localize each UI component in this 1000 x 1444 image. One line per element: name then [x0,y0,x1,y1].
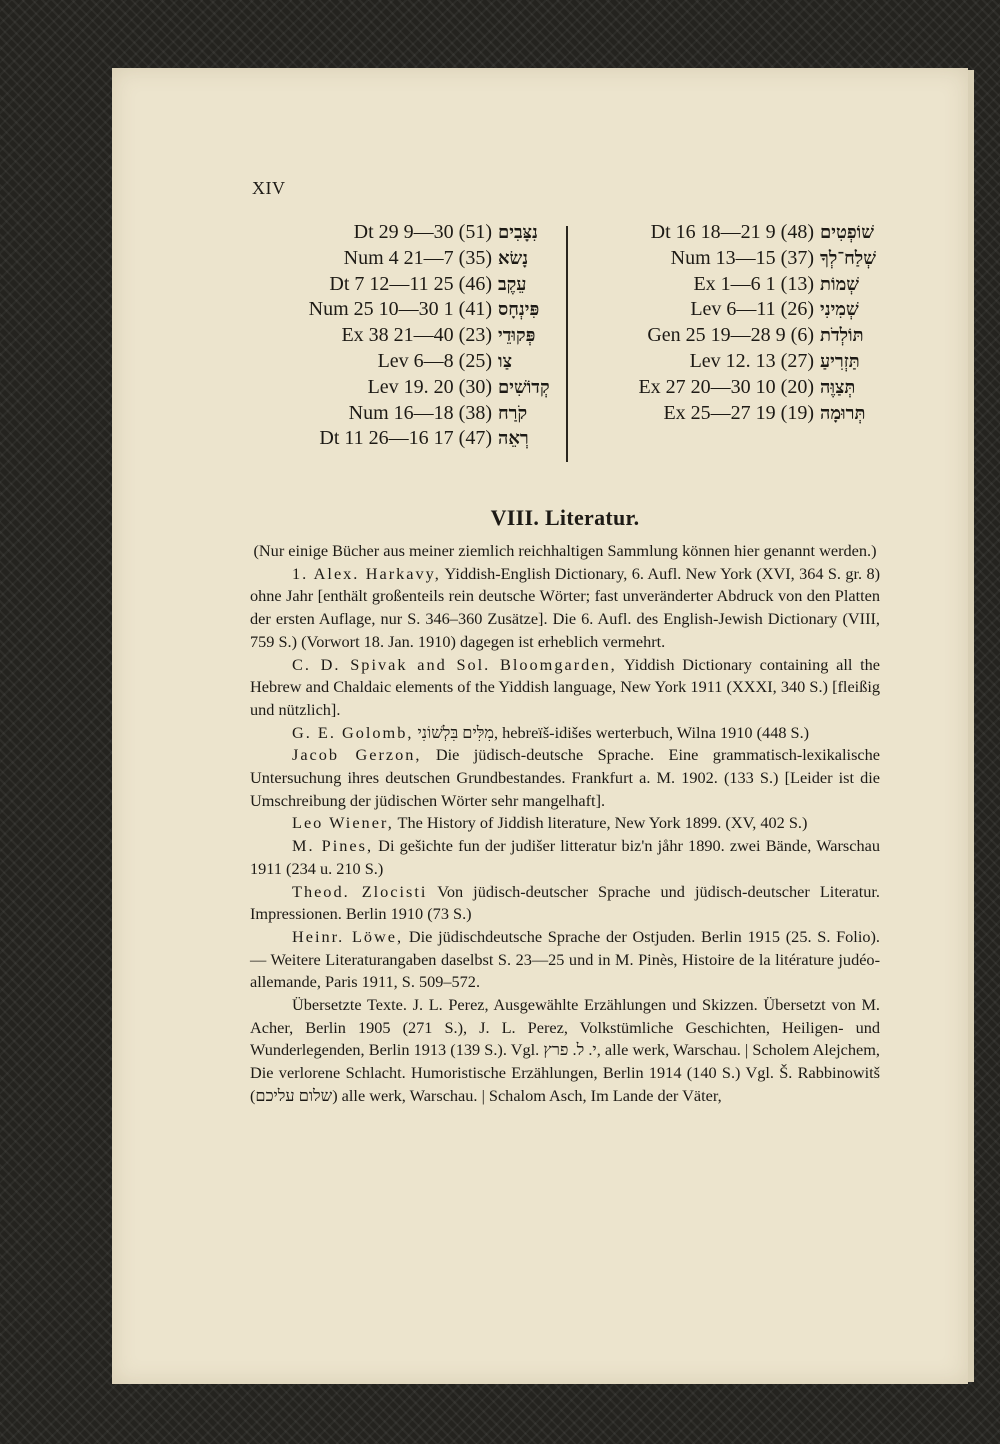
entry-text: Die jüdisch-deutsche Sprache. Eine grammatisch-lexikalische Untersuchung ihres deutschen Grundbestandes. Frankfurt a. M. 1902. (133 S.) [Leider ist die Umschreibung der jüdischen Wörter sehr mangelhaft]. [250,745,881,810]
verse-reference: Lev 6—8 (25) [377,349,492,372]
verse-reference: Num 13—15 (37) [670,246,814,269]
entry-author: 1. Alex. Harkavy, [292,563,441,583]
verse-reference: Ex 27 20—30 10 (20) [638,375,814,398]
parasha-name: שׁוֹפְטִים [820,222,874,243]
bibliography-entry [250,563,880,654]
parasha-name: עֵקֶב [498,273,527,295]
parasha-name: צַו [498,350,513,372]
entry-author: Theod. Zlocisti [292,881,428,901]
entry-text: מִלִּים בִּלְשׁוֹנִי, hebreïš-idišes werterbuch, Wilna 1910 (448 S.) [413,722,810,742]
entry-text: The History of Jiddish literature, New York 1899. (XV, 402 S.) [393,813,808,833]
verse-reference: Lev 19. 20 (30) [367,375,492,398]
entry-text: Übersetzte Texte. J. L. Perez, Ausgewählte Erzählungen und Skizzen. Übersetzt von M. Acher, Berlin 1905 (271 S.), J. L. Perez, Volkstümliche Geschichten, Heiligen- und Wunderlegenden, Berlin 1913 (139 S.). Vgl. י. ל. פרץ, alle werk, Warschau. | Scholem Alejchem, Die verlorene Schlacht. Humoristische Erzählungen, Berlin 1914 (140 S.) Vgl. Š. Rabbinowitš (שלום עליכם) alle werk, Warschau. | Schalom Asch, Im Lande der Väter, [250,995,880,1105]
verse-reference: Num 16—18 (38) [348,401,492,424]
parasha-name: נִצָּבִים [498,222,538,243]
bibliography-entry [250,926,880,994]
entry-text: Di gešichte fun der judišer litteratur biz'n jåhr 1890. zwei Bände, Warschau 1911 (234 u. 210 S.) [250,836,880,878]
table-row [268,349,564,375]
page-edge [968,70,974,1382]
parasha-table-right [572,220,908,426]
verse-reference: Lev 12. 13 (27) [689,349,814,372]
parasha-name: שְׁמוֹת [820,273,859,295]
bibliography [250,540,880,1108]
table-row [572,246,908,272]
verse-reference: Num 4 21—7 (35) [343,246,492,269]
verse-reference: Lev 6—11 (26) [690,298,814,321]
parasha-name: שְׁלַח־לְךָ [820,247,876,269]
verse-reference: Dt 16 18—21 9 (48) [650,221,814,243]
verse-reference: Gen 25 19—28 9 (6) [647,324,814,347]
parasha-name: תּוֹלְדֹת [820,325,864,347]
verse-reference: Dt 7 12—11 25 (46) [329,272,492,295]
parasha-table-left [268,220,564,452]
entry-text: Von jüdisch-deutscher Sprache und jüdisch-deutscher Literatur. Impressionen. Berlin 1910 (73 S.) [250,881,880,924]
bibliography-entry [250,722,880,745]
verse-reference: Ex 1—6 1 (13) [693,272,814,295]
entry-author: M. Pines, [292,836,374,856]
bibliography-entry [250,812,880,835]
parasha-name: נָשׂא [498,247,529,269]
table-row [268,297,564,323]
entry-text: Yiddish-English Dictionary, 6. Aufl. New York (XVI, 364 S. gr. 8) ohne Jahr [enthält großenteils rein deutsche Wörter; fast unveränderter Abdruck von den Platten der ersten Auflage, nur S. 346–360 Zusätze]. Die 6. Aufl. des English-Jewish Dictionary (VIII, 759 S.) (Vorwort 18. Jan. 1910) dagegen ist erheblich vermehrt. [250,563,881,651]
bibliography-entry [250,994,880,1108]
verse-reference: Ex 38 21—40 (23) [341,324,492,347]
parasha-name: קֹרַח [498,402,528,424]
table-row [268,375,564,401]
entry-author: Heinr. Löwe, [292,926,404,946]
bibliography-entry [250,744,880,812]
table-row [572,375,908,401]
table-row [268,323,564,349]
column-divider [566,226,568,462]
table-row [572,349,908,375]
entry-author: C. D. Spivak and Sol. Bloomgarden, [292,654,617,674]
parasha-name: תַּזְרִיעַ [820,350,860,372]
table-row [572,272,908,298]
parasha-name: תְּצַוֶּה [820,376,856,398]
page-number: XIV [252,178,286,198]
entry-text: Die jüdischdeutsche Sprache der Ostjuden. Berlin 1915 (25. S. Folio). — Weitere Literaturangaben daselbst S. 23—25 und in M. Pinès, Histoire de la litérature judéo-allemande, Paris 1911, S. 509–572. [250,926,880,992]
bibliography-intro: (Nur einige Bücher aus meiner ziemlich reichhaltigen Sammlung können hier genannt werden.) [253,541,877,560]
table-row [268,246,564,272]
bibliography-entries [250,563,880,1108]
section-heading: VIII. Literatur. [490,505,640,530]
parasha-name: תְּרוּמָה [820,402,866,424]
verse-reference: Ex 25—27 19 (19) [663,401,814,424]
verse-reference: Dt 29 9—30 (51) [353,221,492,243]
parasha-name: שְׁמִינִי [820,299,859,321]
entry-author: Leo Wiener, [292,813,394,833]
entry-author: Jacob Gerzon, [292,745,422,765]
entry-text: Yiddish Dictionary containing all the Hebrew and Chaldaic elements of the Yiddish language, New York 1911 (XXXI, 340 S.) [fleißig und nützlich]. [250,654,880,719]
table-row [572,297,908,323]
entry-author: G. E. Golomb, [292,722,414,742]
bibliography-entry [250,881,880,926]
parasha-name: פְּקוּדֵי [498,325,536,347]
table-row [572,323,908,349]
bibliography-entry [250,835,880,880]
table-row [572,401,908,427]
verse-reference: Dt 11 26—16 17 (47) [319,427,492,450]
table-row [268,220,564,246]
parasha-name: קְדוֹשִׁים [498,376,550,398]
parasha-name: רְאֵה [498,428,529,450]
table-row [572,220,908,246]
table-row [268,272,564,298]
table-row [268,426,564,452]
table-row [268,401,564,427]
bibliography-entry [250,654,880,722]
parasha-name: פִּינְחָס [498,299,540,321]
verse-reference: Num 25 10—30 1 (41) [308,298,492,321]
